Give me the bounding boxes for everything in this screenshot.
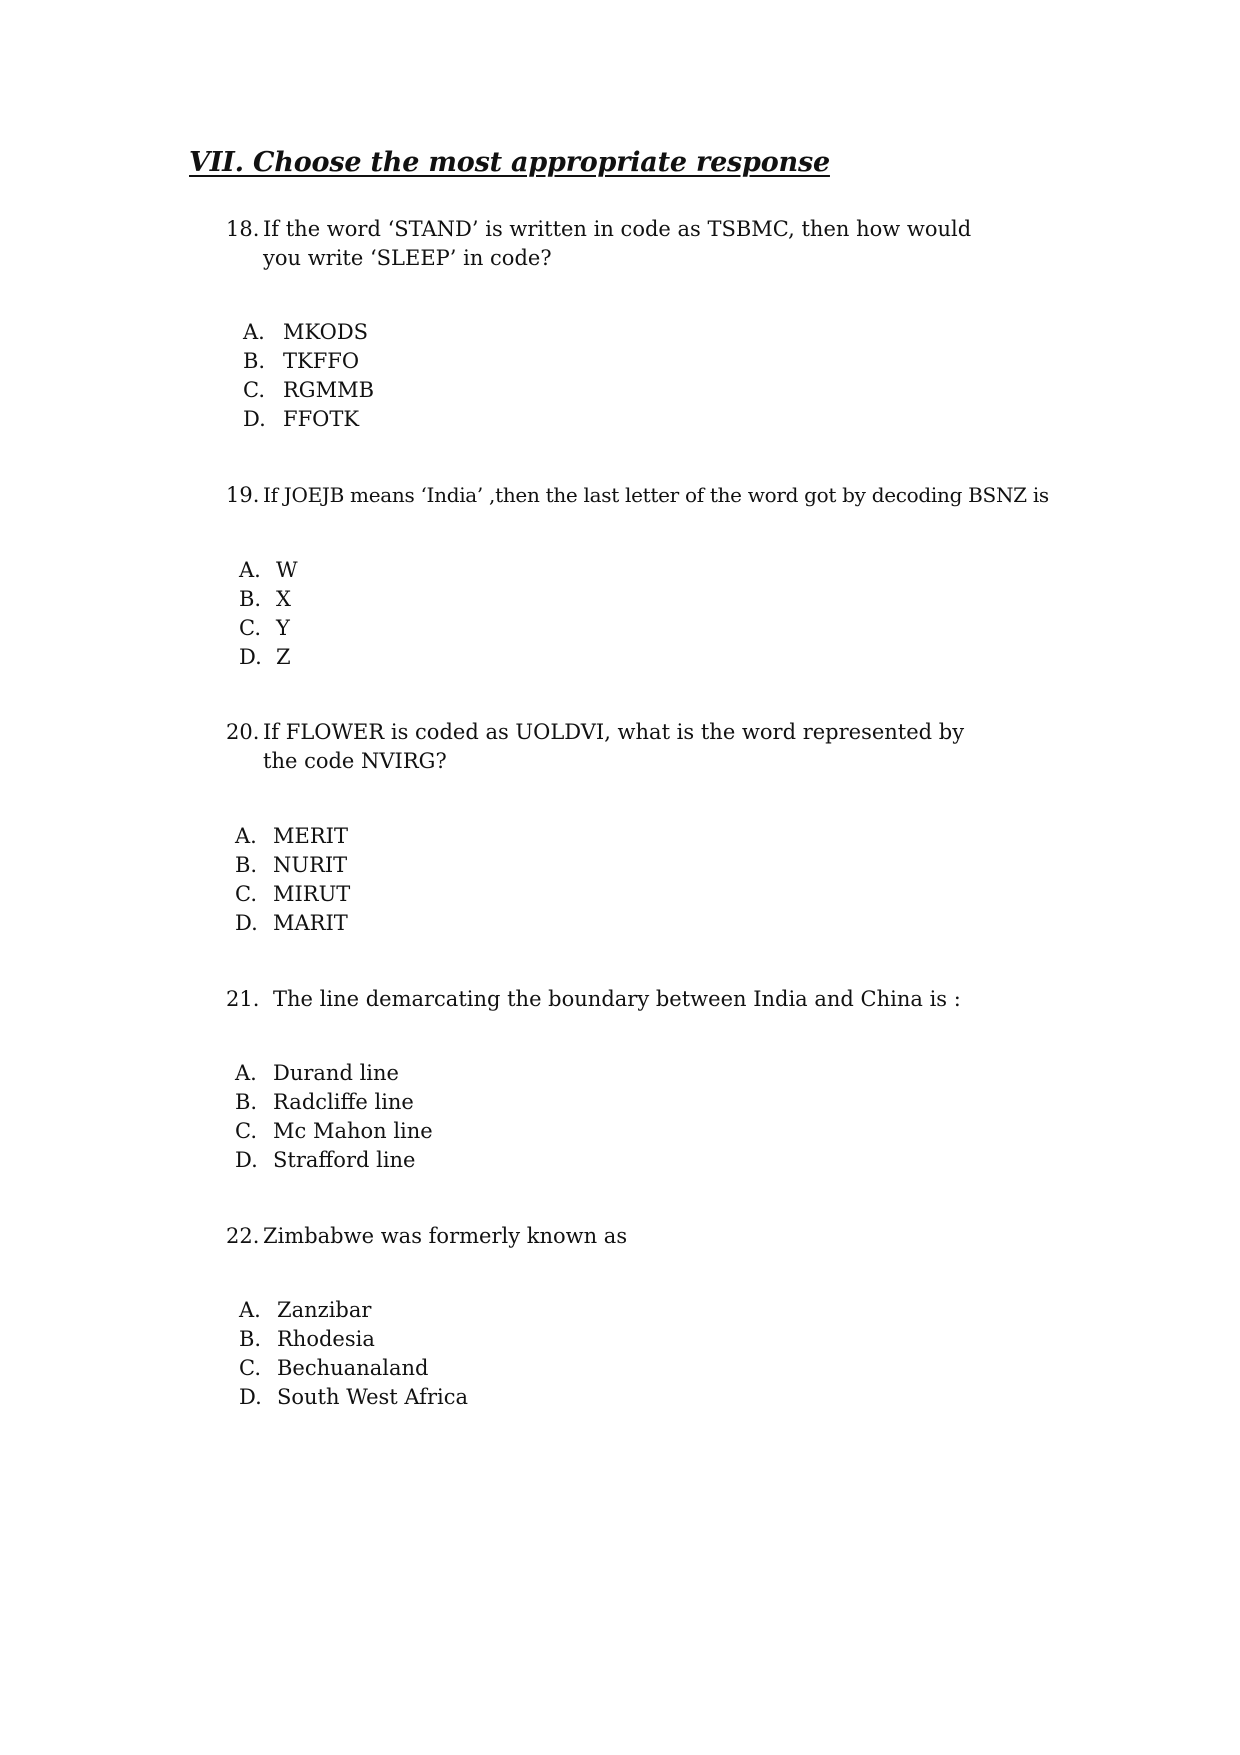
option-item	[239, 556, 298, 585]
option-item	[243, 405, 374, 434]
question-19	[226, 481, 1166, 510]
option-item	[235, 1088, 433, 1117]
option-item	[235, 822, 350, 851]
option-text: Zanzibar	[277, 1298, 372, 1322]
question-text: If FLOWER is coded as UOLDVI, what is the word represented by the code NVIRG?	[263, 720, 965, 773]
option-text: Rhodesia	[277, 1327, 375, 1351]
option-letter: D.	[235, 1148, 258, 1172]
option-text: FFOTK	[283, 407, 360, 431]
option-text: MERIT	[273, 824, 348, 848]
option-text: Durand line	[273, 1061, 399, 1085]
question-number: 18.	[226, 217, 260, 241]
option-letter: A.	[239, 1298, 261, 1322]
question-number: 21.	[226, 987, 260, 1011]
question-number: 19.	[226, 483, 260, 507]
option-item	[235, 1117, 433, 1146]
option-item	[239, 643, 298, 672]
question-text: If JOEJB means ‘India’ ,then the last letter of the word got by decoding BSNZ is	[263, 483, 1049, 507]
option-letter: A.	[239, 558, 261, 582]
option-text: X	[276, 587, 291, 611]
options-list-21	[235, 1059, 433, 1175]
option-text: South West Africa	[277, 1385, 468, 1409]
question-21	[226, 985, 1016, 1014]
option-text: MKODS	[283, 320, 369, 344]
option-item	[235, 851, 350, 880]
option-item	[239, 1296, 468, 1325]
option-letter: C.	[235, 1119, 257, 1143]
options-list-19	[239, 556, 298, 672]
option-item	[235, 1146, 433, 1175]
option-text: RGMMB	[283, 378, 375, 402]
question-18	[226, 215, 1016, 273]
option-letter: B.	[235, 853, 258, 877]
option-text: Strafford line	[273, 1148, 416, 1172]
option-text: Y	[276, 616, 290, 640]
option-item	[235, 880, 350, 909]
option-letter: D.	[239, 1385, 262, 1409]
option-item	[239, 614, 298, 643]
option-item	[239, 585, 298, 614]
section-title: VII. Choose the most appropriate response	[189, 147, 830, 178]
option-text: NURIT	[273, 853, 348, 877]
option-text: MARIT	[273, 911, 348, 935]
option-item	[235, 1059, 433, 1088]
options-list-22	[239, 1296, 468, 1412]
option-item	[235, 909, 350, 938]
options-list-18	[243, 318, 374, 434]
option-text: Radcliffe line	[273, 1090, 414, 1114]
option-letter: D.	[235, 911, 258, 935]
question-22	[226, 1222, 1016, 1251]
option-item	[243, 376, 374, 405]
option-text: MIRUT	[273, 882, 351, 906]
option-letter: C.	[243, 378, 265, 402]
option-letter: B.	[235, 1090, 258, 1114]
option-letter: A.	[243, 320, 265, 344]
option-letter: A.	[235, 824, 257, 848]
option-letter: B.	[239, 587, 262, 611]
question-text: The line demarcating the boundary between India and China is :	[273, 987, 961, 1011]
question-text: Zimbabwe was formerly known as	[263, 1224, 628, 1248]
option-letter: B.	[243, 349, 266, 373]
option-text: W	[276, 558, 298, 582]
option-letter: B.	[239, 1327, 262, 1351]
option-letter: A.	[235, 1061, 257, 1085]
option-letter: C.	[239, 1356, 261, 1380]
options-list-20	[235, 822, 350, 938]
option-text: TKFFO	[283, 349, 360, 373]
question-20	[226, 718, 1016, 776]
option-text: Bechuanaland	[277, 1356, 429, 1380]
option-item	[243, 318, 374, 347]
question-number: 20.	[226, 720, 260, 744]
option-letter: D.	[243, 407, 266, 431]
question-text: If the word ‘STAND’ is written in code as TSBMC, then how would you write ‘SLEEP’ in code?	[263, 217, 972, 270]
option-item	[239, 1383, 468, 1412]
option-item	[239, 1325, 468, 1354]
option-text: Z	[276, 645, 291, 669]
option-text: Mc Mahon line	[273, 1119, 433, 1143]
option-item	[239, 1354, 468, 1383]
question-number: 22.	[226, 1224, 260, 1248]
option-letter: D.	[239, 645, 262, 669]
option-letter: C.	[235, 882, 257, 906]
option-letter: C.	[239, 616, 261, 640]
option-item	[243, 347, 374, 376]
